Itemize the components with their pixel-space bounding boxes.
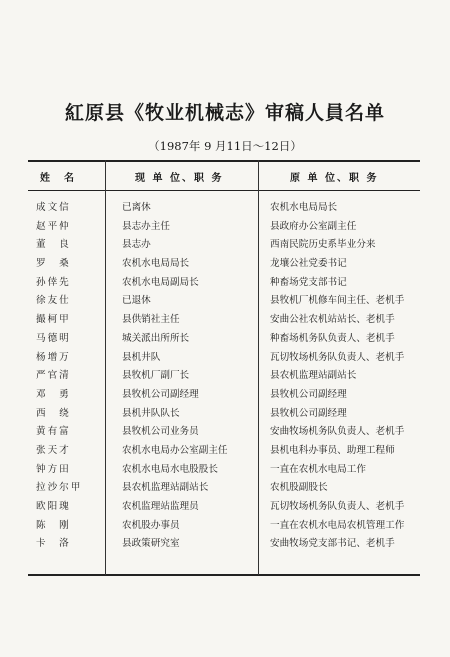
cell-name: 张天才 bbox=[36, 444, 71, 456]
cell-name: 黄有富 bbox=[36, 426, 71, 438]
table-row bbox=[0, 405, 450, 424]
table-row bbox=[0, 218, 450, 237]
cell-name: 徐友仕 bbox=[36, 295, 71, 307]
cell-previous: 瓦切牧场机务队负责人、老机手 bbox=[270, 351, 405, 363]
cell-current: 县牧机厂副厂长 bbox=[122, 370, 190, 382]
cell-previous: 安曲牧场党支部书记、老机手 bbox=[270, 538, 395, 550]
cell-current: 城关派出所所长 bbox=[122, 332, 190, 344]
cell-current: 县志办 bbox=[122, 239, 151, 251]
cell-previous: 县农机监理站副站长 bbox=[270, 370, 357, 382]
cell-name: 成文信 bbox=[36, 202, 71, 213]
cell-current: 农机水电局水电股股长 bbox=[122, 463, 218, 475]
header-current: 现 单 位、职 务 bbox=[135, 173, 224, 184]
header-name: 姓 名 bbox=[40, 173, 76, 184]
table-row bbox=[0, 535, 450, 554]
cell-previous: 安曲牧场机务队负责人、老机手 bbox=[270, 426, 405, 438]
cell-current: 农机水电局副局长 bbox=[122, 276, 199, 288]
table-row bbox=[0, 442, 450, 461]
cell-previous: 农机股副股长 bbox=[270, 482, 328, 494]
page-title: 紅原县《牧业机械志》审稿人員名单 bbox=[64, 102, 385, 124]
cell-previous: 一直在农机水电局工作 bbox=[270, 463, 366, 475]
cell-name: 卡 洛 bbox=[36, 538, 71, 550]
cell-previous: 安曲公社农机站站长、老机手 bbox=[270, 314, 395, 326]
table-row bbox=[0, 199, 450, 218]
cell-current: 县牧机公司业务员 bbox=[122, 426, 199, 438]
table-row bbox=[0, 292, 450, 311]
cell-previous: 龙壤公社党委书记 bbox=[270, 258, 347, 270]
table-row bbox=[0, 311, 450, 330]
cell-name: 马德明 bbox=[36, 332, 71, 344]
table-row bbox=[0, 498, 450, 517]
cell-current: 县机井队队长 bbox=[122, 407, 180, 419]
cell-current: 县志办主任 bbox=[122, 220, 170, 232]
cell-previous: 县机电科办事员、助理工程师 bbox=[270, 444, 395, 456]
cell-name: 严官清 bbox=[36, 370, 71, 382]
cell-name: 拉沙尔甲 bbox=[36, 482, 83, 494]
cell-previous: 一直在农机水电局农机管理工作 bbox=[270, 519, 405, 531]
table-row bbox=[0, 274, 450, 293]
cell-current: 县供销社主任 bbox=[122, 314, 180, 326]
table-row bbox=[0, 517, 450, 536]
cell-current: 县政策研究室 bbox=[122, 538, 180, 550]
cell-current: 农机水电局办公室副主任 bbox=[122, 444, 228, 456]
cell-current: 农机水电局局长 bbox=[122, 258, 190, 270]
cell-name: 陈 刚 bbox=[36, 519, 71, 531]
cell-name: 罗 桑 bbox=[36, 258, 71, 270]
cell-name: 西 绕 bbox=[36, 407, 71, 419]
table-row bbox=[0, 423, 450, 442]
cell-previous: 县牧机公司副经理 bbox=[270, 407, 347, 419]
cell-name: 孙倖先 bbox=[36, 276, 71, 288]
cell-current: 农机监理站监理员 bbox=[122, 501, 199, 512]
table-row bbox=[0, 386, 450, 405]
table-row bbox=[0, 349, 450, 368]
cell-previous: 县牧机公司副经理 bbox=[270, 388, 347, 400]
cell-current: 农机股办事员 bbox=[122, 519, 180, 531]
table-bottom-rule bbox=[28, 574, 420, 576]
table-top-rule bbox=[28, 160, 420, 162]
table-header-rule bbox=[28, 190, 420, 191]
cell-current: 县机井队 bbox=[122, 351, 161, 363]
table-row bbox=[0, 255, 450, 274]
cell-previous: 瓦切牧场机务队负责人、老机手 bbox=[270, 501, 405, 512]
table-row bbox=[0, 461, 450, 480]
cell-current: 已离休 bbox=[122, 202, 151, 213]
cell-current: 已退休 bbox=[122, 295, 151, 307]
cell-name: 钟方田 bbox=[36, 463, 71, 475]
cell-previous: 种畜场党支部书记 bbox=[270, 276, 347, 288]
cell-name: 欧阳瑰 bbox=[36, 501, 71, 512]
cell-name: 杨增万 bbox=[36, 351, 71, 363]
cell-current: 县农机监理站副站长 bbox=[122, 482, 209, 494]
cell-previous: 县政府办公室副主任 bbox=[270, 220, 357, 232]
cell-previous: 农机水电局局长 bbox=[270, 202, 338, 213]
table-row bbox=[0, 479, 450, 498]
cell-previous: 西南民院历史系毕业分来 bbox=[270, 239, 376, 251]
table-row bbox=[0, 330, 450, 349]
table-row bbox=[0, 367, 450, 386]
cell-current: 县牧机公司副经理 bbox=[122, 388, 199, 400]
page-subtitle: （1987年 9 月11日～12日） bbox=[148, 139, 302, 153]
cell-previous: 种畜场机务队负责人、老机手 bbox=[270, 332, 395, 344]
cell-name: 赵平仲 bbox=[36, 220, 71, 232]
cell-name: 董 良 bbox=[36, 239, 71, 251]
cell-previous: 县牧机厂机修车间主任、老机手 bbox=[270, 295, 405, 307]
cell-name: 撮柯甲 bbox=[36, 314, 71, 326]
table-body bbox=[0, 199, 450, 554]
cell-name: 邓 勇 bbox=[36, 388, 71, 400]
table-row bbox=[0, 236, 450, 255]
header-previous: 原 单 位、职 务 bbox=[290, 173, 379, 184]
